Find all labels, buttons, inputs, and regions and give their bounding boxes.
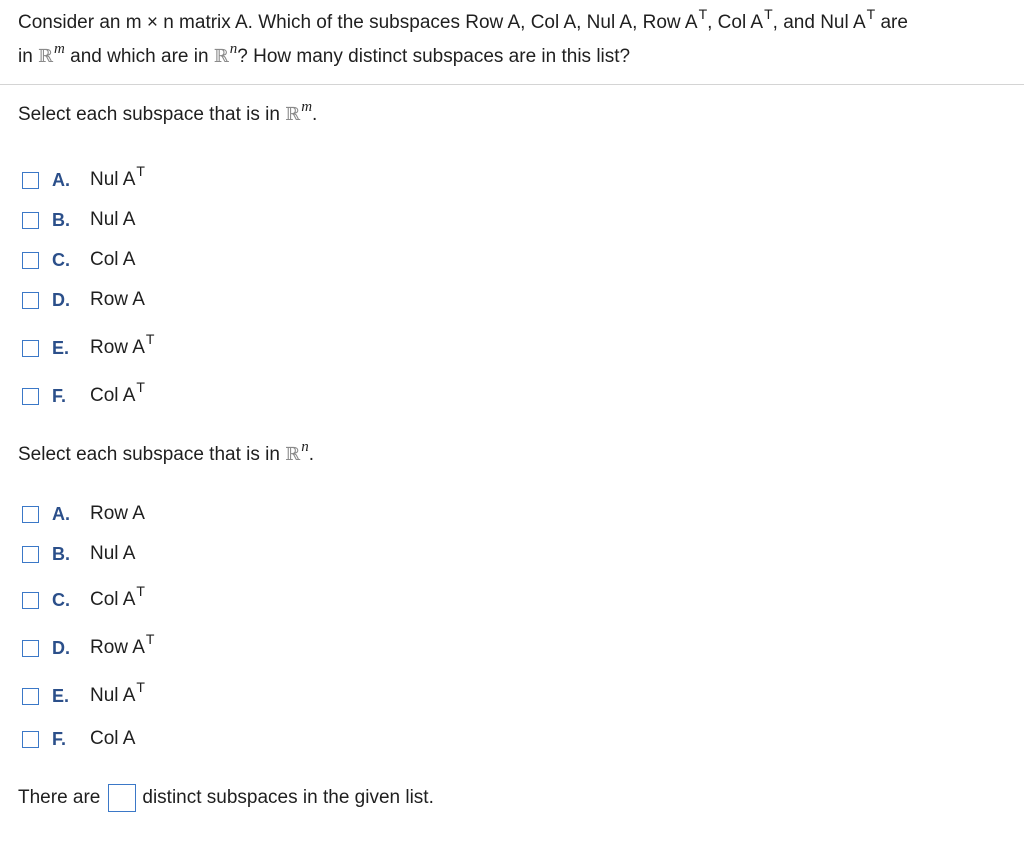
- option-letter: C.: [52, 589, 70, 610]
- transpose-sup: T: [698, 6, 708, 22]
- real-space-symbol: ℝ: [213, 46, 229, 67]
- question-line-1: [18, 6, 908, 34]
- option-label: Col A: [90, 385, 136, 406]
- option-text: [90, 249, 135, 271]
- option-row[interactable]: [22, 248, 136, 272]
- real-space-symbol: ℝ: [285, 444, 301, 465]
- checkbox[interactable]: [22, 592, 39, 609]
- option-letter: B.: [52, 543, 70, 564]
- option-label: Col A: [90, 728, 136, 749]
- option-row[interactable]: [22, 208, 136, 232]
- answer-line: [18, 784, 434, 812]
- transpose-sup: T: [136, 163, 145, 179]
- question-text: are: [875, 12, 908, 33]
- question-text: , and Nul A: [772, 12, 866, 33]
- divider: [0, 84, 1024, 85]
- option-letter: C.: [52, 249, 70, 270]
- checkbox[interactable]: [22, 340, 39, 357]
- option-label: Nul A: [90, 685, 136, 706]
- option-row[interactable]: [22, 502, 145, 526]
- option-row[interactable]: [22, 583, 145, 612]
- option-text: [90, 289, 145, 311]
- question-line-2: [18, 41, 631, 68]
- option-row[interactable]: [22, 631, 155, 660]
- question-text: Consider an m × n matrix A. Which of the subspaces Row A, Col A, Nul A, Row A: [18, 12, 698, 33]
- transpose-sup: T: [145, 631, 155, 647]
- transpose-sup: T: [866, 6, 876, 22]
- exponent-n: n: [229, 41, 238, 57]
- option-label: Row A: [90, 503, 145, 524]
- prompt-rm: [18, 99, 318, 126]
- exponent-n: n: [301, 439, 309, 455]
- option-label: Nul A: [90, 209, 136, 230]
- option-letter: F.: [52, 385, 67, 406]
- checkbox[interactable]: [22, 172, 39, 189]
- real-space-symbol: ℝ: [38, 46, 54, 67]
- option-label: Col A: [90, 249, 136, 270]
- question-text: ? How many distinct subspaces are in this list?: [237, 46, 631, 67]
- transpose-sup: T: [764, 6, 773, 22]
- option-text: [90, 379, 145, 407]
- transpose-sup: T: [136, 379, 145, 395]
- checkbox[interactable]: [22, 640, 39, 657]
- prompt-end: .: [312, 104, 318, 125]
- checkbox[interactable]: [22, 731, 39, 748]
- checkbox[interactable]: [22, 506, 39, 523]
- option-letter: B.: [52, 209, 70, 230]
- checkbox[interactable]: [22, 546, 39, 563]
- prompt-rn: [18, 439, 314, 466]
- question-text: in: [18, 46, 39, 67]
- option-row[interactable]: [22, 331, 155, 360]
- checkbox[interactable]: [22, 252, 39, 269]
- option-text: [90, 331, 155, 359]
- option-letter: E.: [52, 685, 70, 706]
- exponent-m: m: [301, 99, 313, 115]
- real-space-symbol: ℝ: [285, 104, 301, 125]
- option-label: Col A: [90, 589, 136, 610]
- option-text: [90, 543, 135, 565]
- prompt-end: .: [308, 444, 314, 465]
- option-letter: E.: [52, 337, 70, 358]
- answer-after-text: distinct subspaces in the given list.: [142, 787, 434, 808]
- option-label: Row A: [90, 337, 145, 358]
- option-text: [90, 679, 145, 707]
- option-label: Row A: [90, 289, 145, 310]
- question-text: , Col A: [707, 12, 764, 33]
- transpose-sup: T: [145, 331, 155, 347]
- option-row[interactable]: [22, 542, 136, 566]
- prompt-text: Select each subspace that is in: [18, 104, 286, 125]
- transpose-sup: T: [136, 679, 145, 695]
- option-text: [90, 631, 155, 659]
- option-text: [90, 583, 145, 611]
- option-row[interactable]: [22, 163, 145, 192]
- checkbox[interactable]: [22, 212, 39, 229]
- checkbox[interactable]: [22, 292, 39, 309]
- option-text: [90, 163, 145, 191]
- option-text: [90, 728, 135, 750]
- transpose-sup: T: [136, 583, 145, 599]
- option-text: [90, 209, 135, 231]
- option-row[interactable]: [22, 727, 136, 751]
- option-row[interactable]: [22, 379, 145, 408]
- option-letter: D.: [52, 637, 70, 658]
- option-label: Row A: [90, 637, 145, 658]
- option-letter: D.: [52, 289, 70, 310]
- checkbox[interactable]: [22, 688, 39, 705]
- answer-input[interactable]: [108, 784, 136, 812]
- option-letter: A.: [52, 503, 70, 524]
- question-text: and which are in: [64, 46, 214, 67]
- checkbox[interactable]: [22, 388, 39, 405]
- answer-before-text: There are: [18, 787, 101, 808]
- option-letter: A.: [52, 169, 70, 190]
- option-row[interactable]: [22, 679, 145, 708]
- option-label: Nul A: [90, 169, 136, 190]
- option-label: Nul A: [90, 543, 136, 564]
- exponent-m: m: [54, 41, 65, 57]
- option-letter: F.: [52, 728, 67, 749]
- option-text: [90, 503, 145, 525]
- prompt-text: Select each subspace that is in: [18, 444, 286, 465]
- option-row[interactable]: [22, 288, 145, 312]
